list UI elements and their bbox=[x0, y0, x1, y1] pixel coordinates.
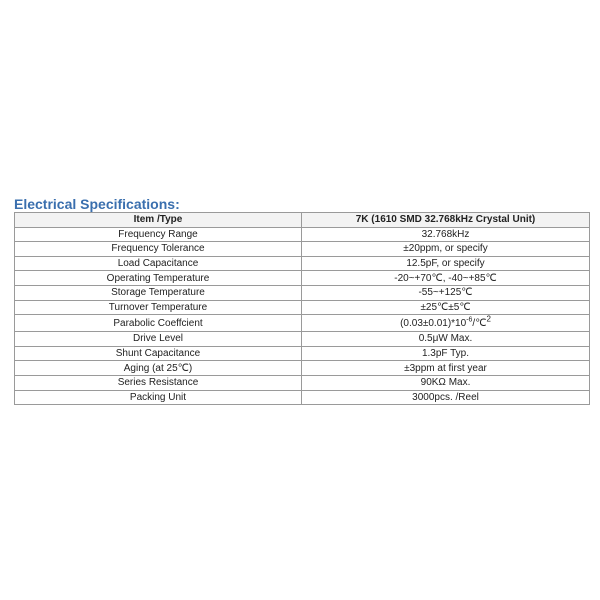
spec-value: 32.768kHz bbox=[302, 227, 590, 242]
table-row bbox=[15, 300, 590, 315]
section-title: Electrical Specifications: bbox=[14, 196, 180, 212]
spec-value: ±20ppm, or specify bbox=[302, 242, 590, 257]
spec-value: -20~+70℃, -40~+85℃ bbox=[302, 271, 590, 286]
spec-value: 12.5pF, or specify bbox=[302, 256, 590, 271]
spec-value: 0.5μW Max. bbox=[302, 332, 590, 347]
spec-value: 1.3pF Typ. bbox=[302, 346, 590, 361]
table-row bbox=[15, 361, 590, 376]
column-header-item-type: Item /Type bbox=[15, 213, 302, 228]
spec-value: ±3ppm at first year bbox=[302, 361, 590, 376]
table-row bbox=[15, 315, 590, 332]
spec-label: Packing Unit bbox=[15, 390, 302, 405]
parabolic-exponent: -6 bbox=[466, 316, 473, 324]
spec-value: 3000pcs. /Reel bbox=[302, 390, 590, 405]
table-row bbox=[15, 332, 590, 347]
spec-label: Operating Temperature bbox=[15, 271, 302, 286]
spec-label: Drive Level bbox=[15, 332, 302, 347]
spec-label: Aging (at 25℃) bbox=[15, 361, 302, 376]
spec-label: Series Resistance bbox=[15, 375, 302, 390]
table-row bbox=[15, 390, 590, 405]
table-row bbox=[15, 227, 590, 242]
spec-label: Parabolic Coeffcient bbox=[15, 315, 302, 332]
electrical-specifications-table bbox=[14, 212, 590, 405]
spec-value: -55~+125℃ bbox=[302, 285, 590, 300]
parabolic-unit-exponent: 2 bbox=[486, 314, 491, 324]
table-row bbox=[15, 242, 590, 257]
column-header-product: 7K (1610 SMD 32.768kHz Crystal Unit) bbox=[302, 213, 590, 228]
spec-value: 90KΩ Max. bbox=[302, 375, 590, 390]
table-row bbox=[15, 285, 590, 300]
spec-label: Frequency Tolerance bbox=[15, 242, 302, 257]
spec-label: Storage Temperature bbox=[15, 285, 302, 300]
table-row bbox=[15, 256, 590, 271]
table-row bbox=[15, 346, 590, 361]
table-row bbox=[15, 375, 590, 390]
parabolic-base: (0.03±0.01)*10 bbox=[400, 317, 467, 329]
table-header-row bbox=[15, 213, 590, 228]
spec-value-parabolic bbox=[302, 315, 590, 332]
parabolic-unit: /℃ bbox=[472, 317, 487, 329]
spec-label: Shunt Capacitance bbox=[15, 346, 302, 361]
spec-value: ±25℃±5℃ bbox=[302, 300, 590, 315]
spec-label: Frequency Range bbox=[15, 227, 302, 242]
table-row bbox=[15, 271, 590, 286]
spec-label: Load Capacitance bbox=[15, 256, 302, 271]
spec-label: Turnover Temperature bbox=[15, 300, 302, 315]
